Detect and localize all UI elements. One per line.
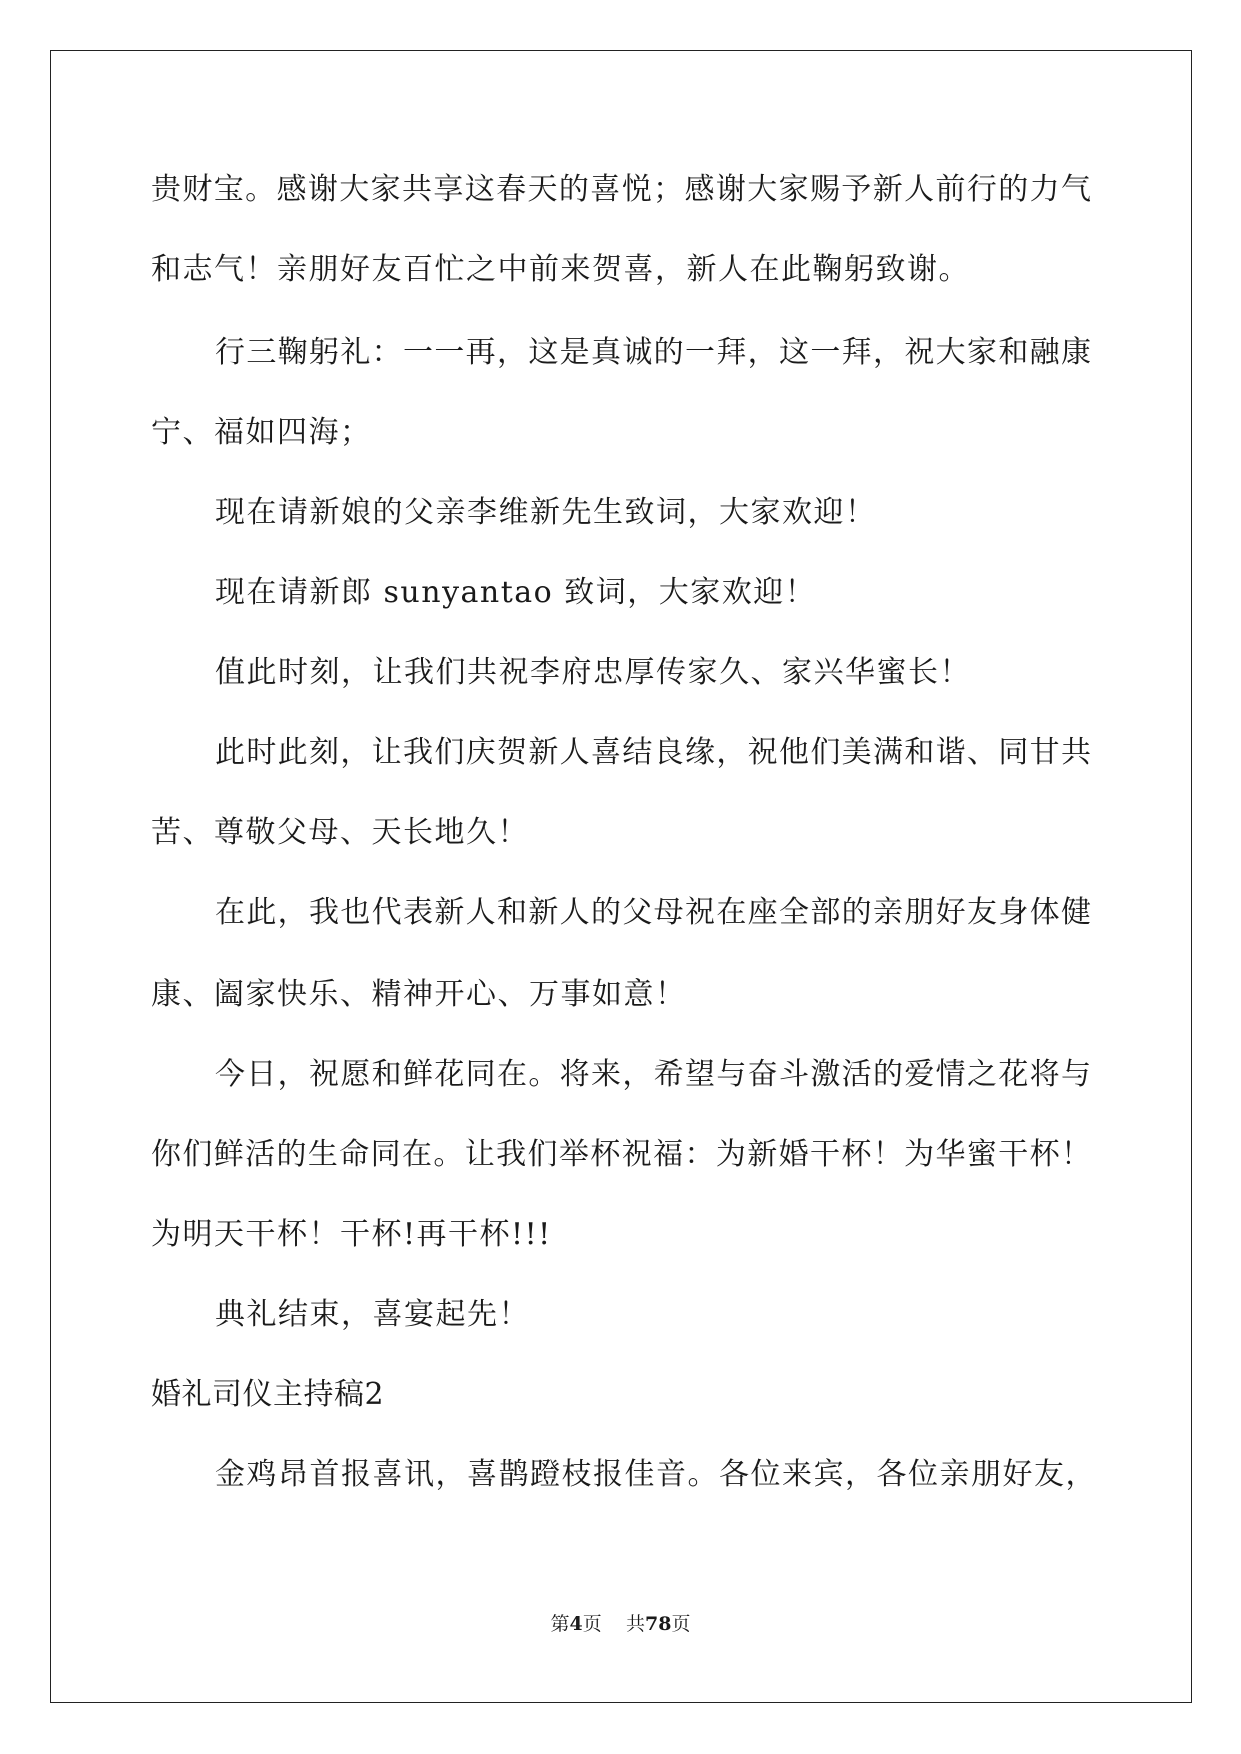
footer-page-suffix: 页 [582,1613,602,1635]
paragraph-start: 现在请新郎 sunyantao 致词，大家欢迎！ [215,575,817,610]
text-line: 康、阖家快乐、精神开心、万事如意！ [151,977,687,1012]
text-line: 宁、福如四海； [151,415,372,450]
paragraph-start: 值此时刻，让我们共祝李府忠厚传家久、家兴华蜜长！ [215,655,971,690]
section-heading: 婚礼司仪主持稿2 [151,1377,385,1412]
paragraph-start: 典礼结束，喜宴起先！ [215,1297,530,1332]
paragraph-start: 行三鞠躬礼：一一再，这是真诚的一拜，这一拜，祝大家和融康 [215,335,1091,370]
page-footer [0,1612,1241,1636]
footer-total-prefix: 共 [625,1613,645,1635]
text-line: 苦、尊敬父母、天长地久！ [151,815,529,850]
text-line: 你们鲜活的生命同在。让我们举杯祝福：为新婚干杯！为华蜜干杯！ [151,1137,1091,1172]
paragraph-start: 今日，祝愿和鲜花同在。将来，希望与奋斗激活的爱情之花将与 [215,1057,1091,1092]
page-number: 4 [569,1613,583,1635]
paragraph-start: 现在请新娘的父亲李维新先生致词，大家欢迎！ [215,495,877,530]
footer-total-suffix: 页 [671,1613,691,1635]
paragraph-start: 金鸡昂首报喜讯，喜鹊蹬枝报佳音。各位来宾，各位亲朋好友， [215,1457,1097,1492]
text-line: 和志气！亲朋好友百忙之中前来贺喜，新人在此鞠躬致谢。 [151,252,970,287]
paragraph-start: 在此，我也代表新人和新人的父母祝在座全部的亲朋好友身体健 [215,895,1091,930]
text-line: 贵财宝。感谢大家共享这春天的喜悦；感谢大家赐予新人前行的力气 [151,172,1091,207]
paragraph-start: 此时此刻，让我们庆贺新人喜结良缘，祝他们美满和谐、同甘共 [215,735,1091,770]
total-pages: 78 [644,1613,672,1635]
footer-prefix: 第 [550,1613,570,1635]
text-line: 为明天干杯！干杯!再干杯!!! [151,1217,552,1252]
